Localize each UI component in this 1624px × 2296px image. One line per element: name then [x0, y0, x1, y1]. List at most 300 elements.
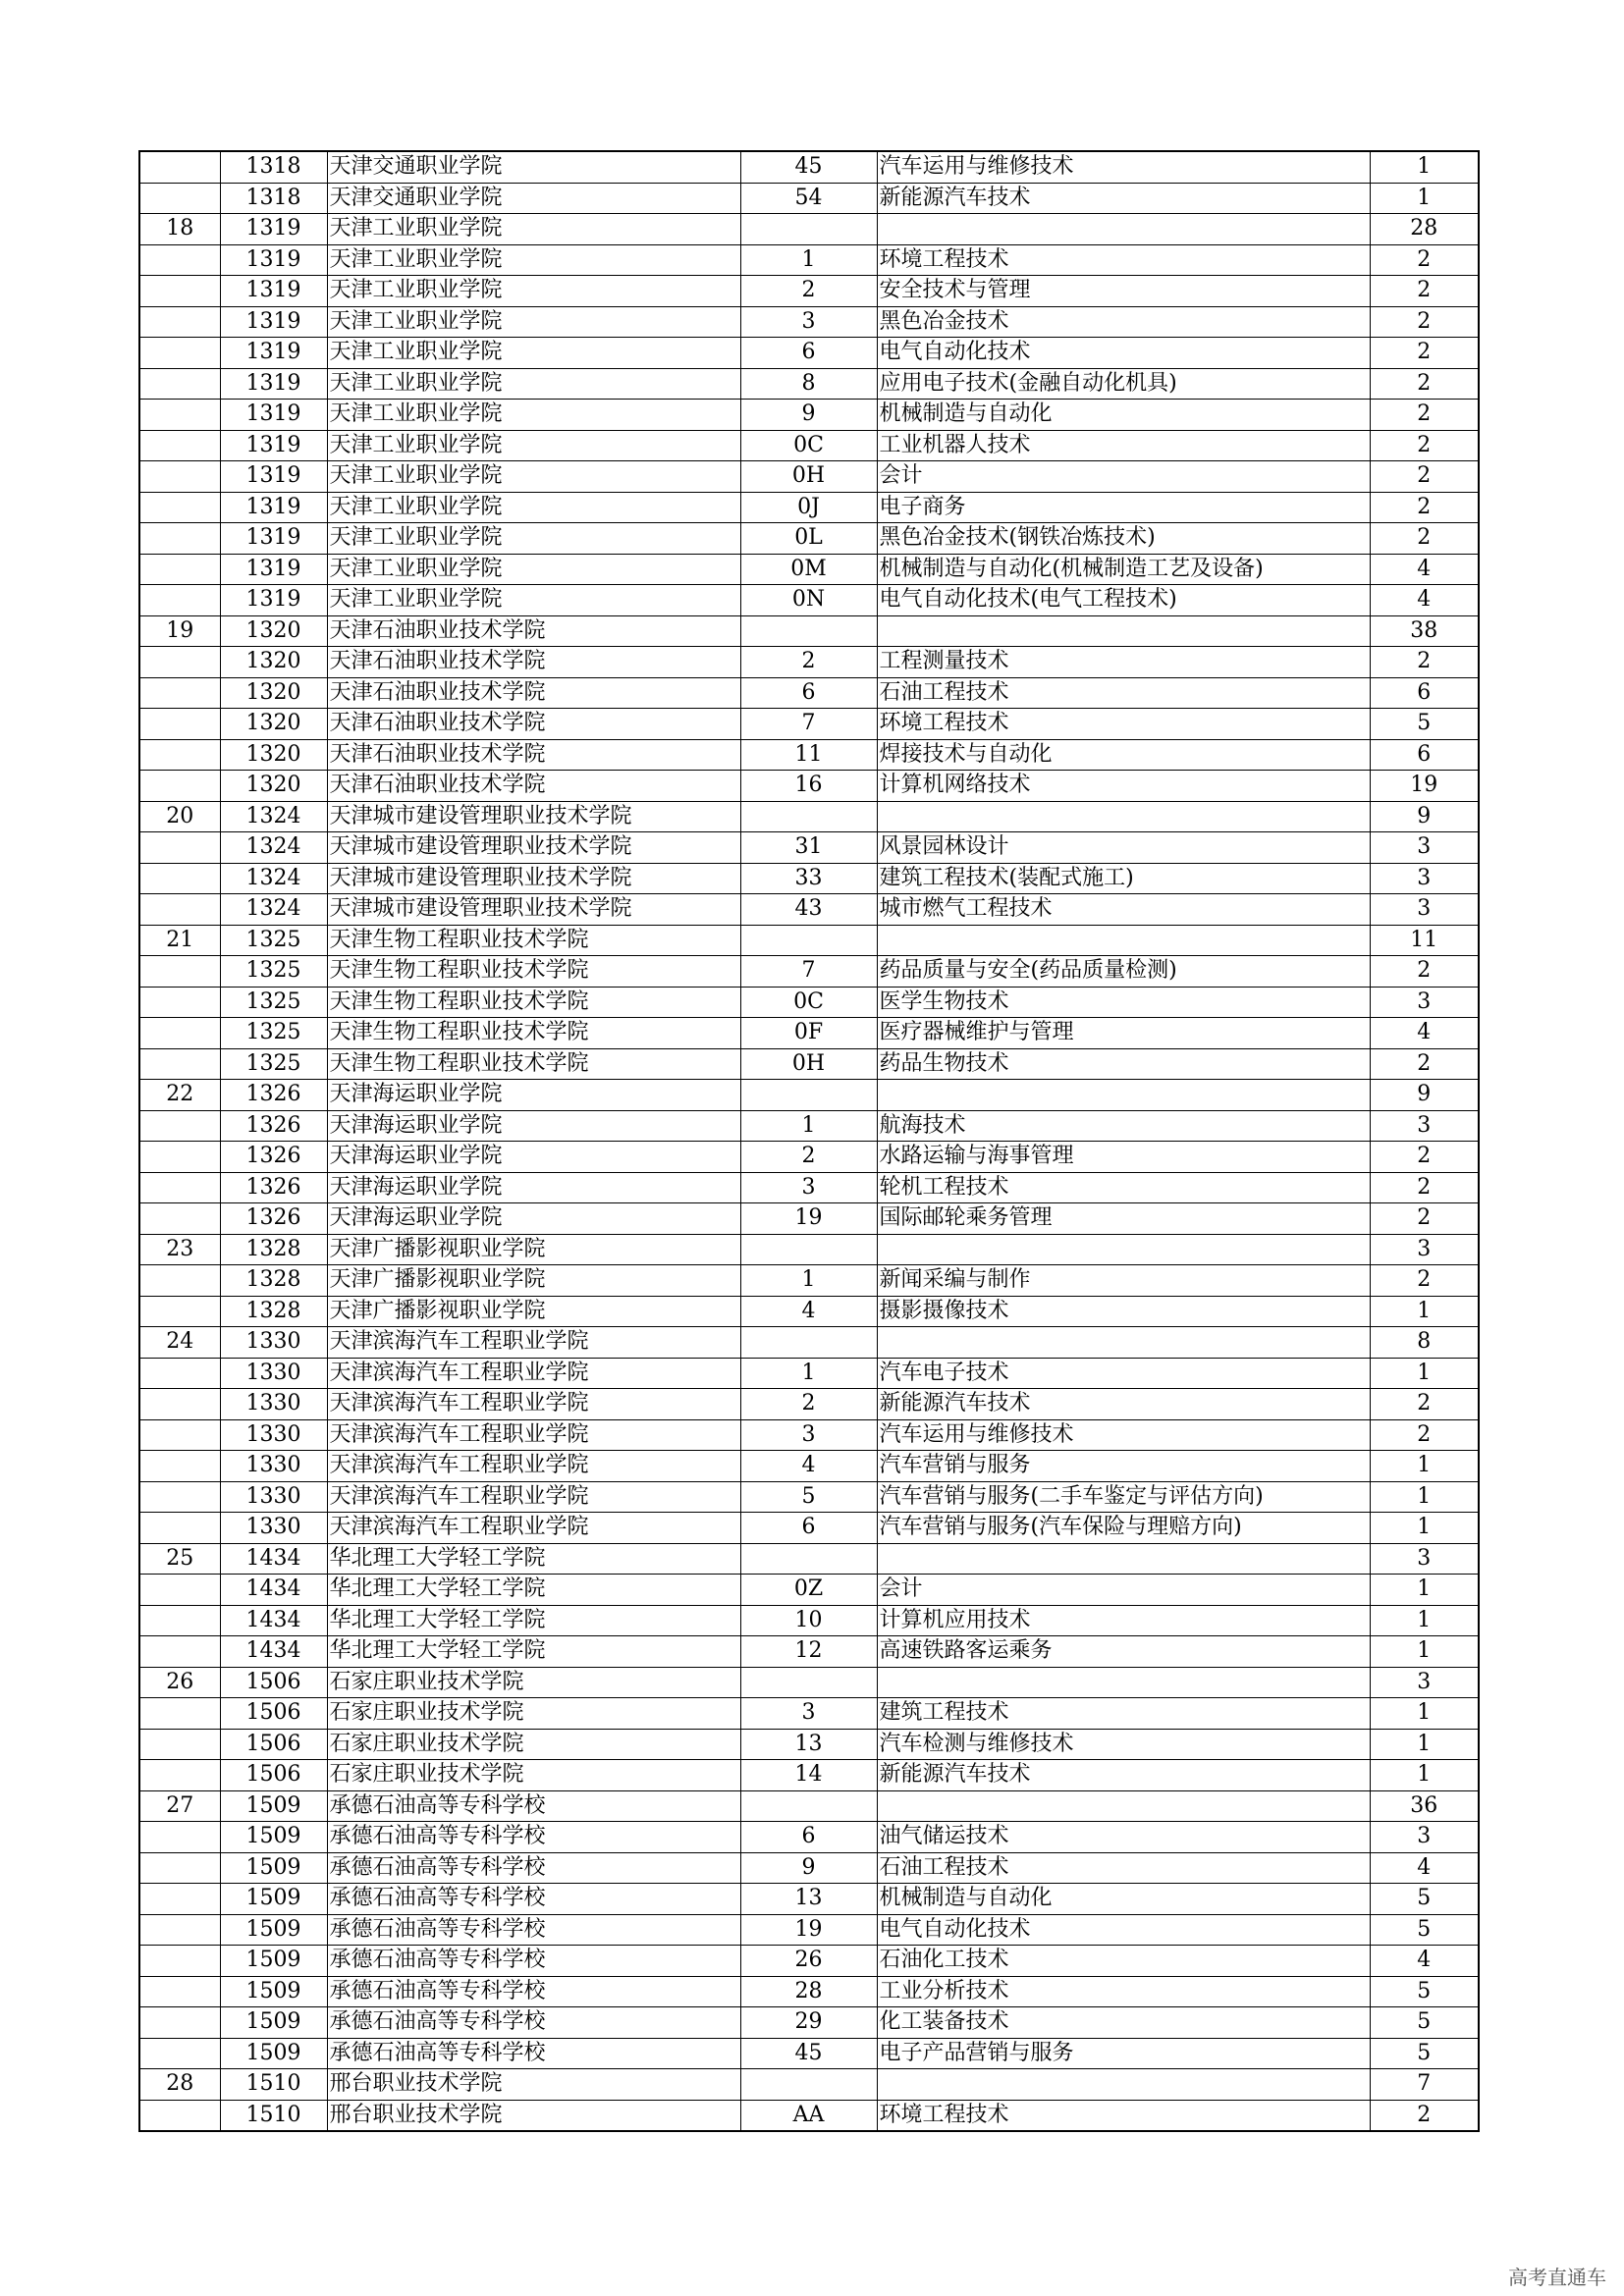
- school-code-cell: 1319: [220, 461, 327, 493]
- school-code-cell: 1325: [220, 956, 327, 988]
- major-name-cell: 水路运输与海事管理: [877, 1142, 1370, 1173]
- table-row: [139, 214, 1479, 245]
- index-cell: [139, 2038, 220, 2069]
- table-row: [139, 1234, 1479, 1265]
- major-name-cell: [877, 214, 1370, 245]
- table-row: [139, 1389, 1479, 1420]
- index-cell: [139, 1358, 220, 1389]
- table-row: [139, 1760, 1479, 1791]
- plan-count-cell: 4: [1370, 585, 1479, 616]
- major-name-cell: 工业分析技术: [877, 1976, 1370, 2007]
- table-row: [139, 523, 1479, 555]
- major-code-cell: 6: [740, 338, 877, 369]
- plan-count-cell: 2: [1370, 647, 1479, 678]
- major-name-cell: 机械制造与自动化(机械制造工艺及设备): [877, 554, 1370, 585]
- school-name-cell: 天津海运职业学院: [327, 1172, 740, 1203]
- major-name-cell: 新闻采编与制作: [877, 1265, 1370, 1297]
- table-row: [139, 1080, 1479, 1111]
- school-code-cell: 1324: [220, 863, 327, 894]
- major-name-cell: 油气储运技术: [877, 1822, 1370, 1853]
- major-name-cell: 黑色冶金技术(钢铁冶炼技术): [877, 523, 1370, 555]
- school-name-cell: 承德石油高等专科学校: [327, 1822, 740, 1853]
- plan-count-cell: 2: [1370, 1048, 1479, 1080]
- index-cell: 21: [139, 925, 220, 956]
- school-code-cell: 1319: [220, 523, 327, 555]
- major-code-cell: 0M: [740, 554, 877, 585]
- index-cell: [139, 1203, 220, 1235]
- plan-count-cell: 6: [1370, 739, 1479, 771]
- major-code-cell: 28: [740, 1976, 877, 2007]
- index-cell: 20: [139, 801, 220, 832]
- index-cell: [139, 338, 220, 369]
- major-name-cell: 建筑工程技术: [877, 1698, 1370, 1730]
- major-code-cell: 0J: [740, 492, 877, 523]
- index-cell: [139, 1018, 220, 1049]
- index-cell: [139, 894, 220, 926]
- major-code-cell: 6: [740, 1513, 877, 1544]
- index-cell: [139, 306, 220, 338]
- enrollment-table: [138, 150, 1480, 2132]
- plan-count-cell: 2: [1370, 1172, 1479, 1203]
- index-cell: 18: [139, 214, 220, 245]
- table-row: [139, 2007, 1479, 2039]
- major-code-cell: 1: [740, 244, 877, 276]
- table-row: [139, 492, 1479, 523]
- school-code-cell: 1320: [220, 709, 327, 740]
- table-row: [139, 461, 1479, 493]
- school-name-cell: 天津工业职业学院: [327, 461, 740, 493]
- table-row: [139, 1698, 1479, 1730]
- index-cell: [139, 244, 220, 276]
- school-code-cell: 1506: [220, 1729, 327, 1760]
- major-code-cell: 3: [740, 1172, 877, 1203]
- plan-count-cell: 1: [1370, 183, 1479, 214]
- school-name-cell: 天津生物工程职业技术学院: [327, 925, 740, 956]
- major-code-cell: 12: [740, 1636, 877, 1668]
- school-code-cell: 1319: [220, 430, 327, 461]
- major-code-cell: 0N: [740, 585, 877, 616]
- major-code-cell: 1: [740, 1265, 877, 1297]
- plan-count-cell: 5: [1370, 1884, 1479, 1915]
- school-name-cell: 天津滨海汽车工程职业学院: [327, 1451, 740, 1482]
- table-row: [139, 244, 1479, 276]
- major-code-cell: 3: [740, 306, 877, 338]
- table-row: [139, 2038, 1479, 2069]
- school-name-cell: 天津工业职业学院: [327, 214, 740, 245]
- table-row: [139, 368, 1479, 400]
- table-row: [139, 1575, 1479, 1606]
- school-name-cell: 天津滨海汽车工程职业学院: [327, 1481, 740, 1513]
- index-cell: [139, 492, 220, 523]
- major-code-cell: 4: [740, 1451, 877, 1482]
- index-cell: 25: [139, 1543, 220, 1575]
- index-cell: 28: [139, 2069, 220, 2101]
- plan-count-cell: 9: [1370, 801, 1479, 832]
- school-name-cell: 天津海运职业学院: [327, 1110, 740, 1142]
- major-code-cell: 0H: [740, 461, 877, 493]
- school-name-cell: 天津城市建设管理职业技术学院: [327, 832, 740, 864]
- major-name-cell: 汽车营销与服务(二手车鉴定与评估方向): [877, 1481, 1370, 1513]
- table-row: [139, 151, 1479, 183]
- plan-count-cell: 2: [1370, 276, 1479, 307]
- school-code-cell: 1330: [220, 1327, 327, 1359]
- major-name-cell: 应用电子技术(金融自动化机具): [877, 368, 1370, 400]
- school-name-cell: 承德石油高等专科学校: [327, 1914, 740, 1946]
- major-code-cell: 6: [740, 677, 877, 709]
- school-code-cell: 1324: [220, 832, 327, 864]
- index-cell: [139, 523, 220, 555]
- table-row: [139, 956, 1479, 988]
- major-name-cell: 汽车运用与维修技术: [877, 151, 1370, 183]
- school-code-cell: 1326: [220, 1110, 327, 1142]
- table-row: [139, 1667, 1479, 1698]
- plan-count-cell: 1: [1370, 1513, 1479, 1544]
- major-code-cell: [740, 1543, 877, 1575]
- major-code-cell: [740, 1080, 877, 1111]
- index-cell: [139, 1636, 220, 1668]
- index-cell: [139, 1048, 220, 1080]
- table-row: [139, 771, 1479, 802]
- index-cell: 24: [139, 1327, 220, 1359]
- index-cell: [139, 1946, 220, 1977]
- school-code-cell: 1318: [220, 151, 327, 183]
- index-cell: [139, 1575, 220, 1606]
- major-code-cell: 4: [740, 1296, 877, 1327]
- major-code-cell: AA: [740, 2100, 877, 2131]
- index-cell: [139, 709, 220, 740]
- school-name-cell: 天津广播影视职业学院: [327, 1234, 740, 1265]
- major-code-cell: 0L: [740, 523, 877, 555]
- plan-count-cell: 1: [1370, 151, 1479, 183]
- index-cell: [139, 183, 220, 214]
- table-row: [139, 1822, 1479, 1853]
- plan-count-cell: 2: [1370, 1265, 1479, 1297]
- school-code-cell: 1325: [220, 1018, 327, 1049]
- index-cell: [139, 368, 220, 400]
- index-cell: [139, 1110, 220, 1142]
- plan-count-cell: 4: [1370, 1018, 1479, 1049]
- school-code-cell: 1509: [220, 1852, 327, 1884]
- plan-count-cell: 1: [1370, 1698, 1479, 1730]
- index-cell: [139, 276, 220, 307]
- major-name-cell: 石油工程技术: [877, 677, 1370, 709]
- major-code-cell: 26: [740, 1946, 877, 1977]
- major-code-cell: [740, 925, 877, 956]
- school-name-cell: 邢台职业技术学院: [327, 2069, 740, 2101]
- school-name-cell: 承德石油高等专科学校: [327, 2007, 740, 2039]
- school-name-cell: 承德石油高等专科学校: [327, 1852, 740, 1884]
- school-name-cell: 天津工业职业学院: [327, 554, 740, 585]
- major-name-cell: 化工装备技术: [877, 2007, 1370, 2039]
- school-name-cell: 天津工业职业学院: [327, 585, 740, 616]
- major-name-cell: 汽车电子技术: [877, 1358, 1370, 1389]
- major-name-cell: 电子产品营销与服务: [877, 2038, 1370, 2069]
- index-cell: 23: [139, 1234, 220, 1265]
- school-code-cell: 1510: [220, 2069, 327, 2101]
- table-row: [139, 863, 1479, 894]
- school-name-cell: 天津石油职业技术学院: [327, 677, 740, 709]
- school-code-cell: 1509: [220, 1790, 327, 1822]
- major-name-cell: [877, 801, 1370, 832]
- school-code-cell: 1506: [220, 1698, 327, 1730]
- major-name-cell: 电气自动化技术(电气工程技术): [877, 585, 1370, 616]
- plan-count-cell: 1: [1370, 1636, 1479, 1668]
- major-name-cell: 医学生物技术: [877, 987, 1370, 1018]
- index-cell: [139, 1852, 220, 1884]
- major-name-cell: 环境工程技术: [877, 709, 1370, 740]
- major-name-cell: 电气自动化技术: [877, 1914, 1370, 1946]
- index-cell: [139, 554, 220, 585]
- plan-count-cell: 2: [1370, 523, 1479, 555]
- plan-count-cell: 1: [1370, 1760, 1479, 1791]
- table-row: [139, 1327, 1479, 1359]
- index-cell: 27: [139, 1790, 220, 1822]
- table-row: [139, 400, 1479, 431]
- major-name-cell: 会计: [877, 1575, 1370, 1606]
- school-code-cell: 1509: [220, 2007, 327, 2039]
- school-code-cell: 1330: [220, 1389, 327, 1420]
- major-name-cell: 环境工程技术: [877, 244, 1370, 276]
- index-cell: 22: [139, 1080, 220, 1111]
- school-code-cell: 1318: [220, 183, 327, 214]
- plan-count-cell: 2: [1370, 368, 1479, 400]
- table-row: [139, 1110, 1479, 1142]
- major-code-cell: [740, 214, 877, 245]
- major-name-cell: 石油工程技术: [877, 1852, 1370, 1884]
- school-code-cell: 1510: [220, 2100, 327, 2131]
- plan-count-cell: 4: [1370, 1852, 1479, 1884]
- plan-count-cell: 3: [1370, 1822, 1479, 1853]
- school-code-cell: 1330: [220, 1358, 327, 1389]
- table-row: [139, 1265, 1479, 1297]
- school-code-cell: 1325: [220, 1048, 327, 1080]
- school-name-cell: 天津工业职业学院: [327, 244, 740, 276]
- table-row: [139, 1884, 1479, 1915]
- major-name-cell: 会计: [877, 461, 1370, 493]
- table-row: [139, 677, 1479, 709]
- major-code-cell: [740, 801, 877, 832]
- index-cell: [139, 1976, 220, 2007]
- plan-count-cell: 11: [1370, 925, 1479, 956]
- major-name-cell: [877, 1667, 1370, 1698]
- school-name-cell: 天津广播影视职业学院: [327, 1265, 740, 1297]
- index-cell: [139, 832, 220, 864]
- major-name-cell: 电气自动化技术: [877, 338, 1370, 369]
- table-row: [139, 647, 1479, 678]
- school-name-cell: 天津滨海汽车工程职业学院: [327, 1419, 740, 1451]
- watermark: 高考直通车: [1508, 2266, 1606, 2289]
- index-cell: [139, 2007, 220, 2039]
- index-cell: [139, 647, 220, 678]
- major-name-cell: [877, 1790, 1370, 1822]
- index-cell: [139, 739, 220, 771]
- major-code-cell: 3: [740, 1698, 877, 1730]
- major-name-cell: 焊接技术与自动化: [877, 739, 1370, 771]
- school-name-cell: 石家庄职业技术学院: [327, 1667, 740, 1698]
- table-row: [139, 1976, 1479, 2007]
- major-code-cell: 0H: [740, 1048, 877, 1080]
- major-name-cell: [877, 1543, 1370, 1575]
- school-name-cell: 天津石油职业技术学院: [327, 647, 740, 678]
- index-cell: 26: [139, 1667, 220, 1698]
- major-code-cell: 13: [740, 1729, 877, 1760]
- major-code-cell: 2: [740, 1389, 877, 1420]
- major-code-cell: [740, 1327, 877, 1359]
- major-code-cell: 16: [740, 771, 877, 802]
- plan-count-cell: 2: [1370, 492, 1479, 523]
- major-name-cell: [877, 1234, 1370, 1265]
- index-cell: [139, 1513, 220, 1544]
- major-code-cell: 10: [740, 1605, 877, 1636]
- plan-count-cell: 1: [1370, 1729, 1479, 1760]
- index-cell: [139, 1884, 220, 1915]
- table-row: [139, 306, 1479, 338]
- major-name-cell: 黑色冶金技术: [877, 306, 1370, 338]
- table-row: [139, 1419, 1479, 1451]
- major-name-cell: 摄影摄像技术: [877, 1296, 1370, 1327]
- school-name-cell: 华北理工大学轻工学院: [327, 1605, 740, 1636]
- table-row: [139, 585, 1479, 616]
- plan-count-cell: 28: [1370, 214, 1479, 245]
- school-name-cell: 天津海运职业学院: [327, 1080, 740, 1111]
- major-name-cell: 轮机工程技术: [877, 1172, 1370, 1203]
- index-cell: [139, 1172, 220, 1203]
- index-cell: [139, 1389, 220, 1420]
- table-row: [139, 1018, 1479, 1049]
- school-name-cell: 天津石油职业技术学院: [327, 615, 740, 647]
- plan-count-cell: 4: [1370, 1946, 1479, 1977]
- plan-count-cell: 1: [1370, 1296, 1479, 1327]
- major-code-cell: [740, 2069, 877, 2101]
- table-row: [139, 1852, 1479, 1884]
- school-name-cell: 承德石油高等专科学校: [327, 2038, 740, 2069]
- major-name-cell: [877, 615, 1370, 647]
- plan-count-cell: 5: [1370, 709, 1479, 740]
- major-code-cell: 7: [740, 709, 877, 740]
- table-row: [139, 183, 1479, 214]
- major-name-cell: 计算机网络技术: [877, 771, 1370, 802]
- school-name-cell: 天津海运职业学院: [327, 1142, 740, 1173]
- plan-count-cell: 4: [1370, 554, 1479, 585]
- major-code-cell: 1: [740, 1358, 877, 1389]
- plan-count-cell: 2: [1370, 1389, 1479, 1420]
- plan-count-cell: 2: [1370, 1203, 1479, 1235]
- table-row: [139, 1914, 1479, 1946]
- plan-count-cell: 2: [1370, 461, 1479, 493]
- table-row: [139, 1203, 1479, 1235]
- major-code-cell: 33: [740, 863, 877, 894]
- table-row: [139, 1513, 1479, 1544]
- major-name-cell: 汽车营销与服务: [877, 1451, 1370, 1482]
- major-name-cell: 新能源汽车技术: [877, 183, 1370, 214]
- school-code-cell: 1434: [220, 1575, 327, 1606]
- major-code-cell: 6: [740, 1822, 877, 1853]
- major-code-cell: 14: [740, 1760, 877, 1791]
- plan-count-cell: 1: [1370, 1605, 1479, 1636]
- school-name-cell: 天津工业职业学院: [327, 368, 740, 400]
- major-code-cell: 0C: [740, 430, 877, 461]
- table-row: [139, 1790, 1479, 1822]
- plan-count-cell: 3: [1370, 987, 1479, 1018]
- table-row: [139, 709, 1479, 740]
- school-name-cell: 天津城市建设管理职业技术学院: [327, 801, 740, 832]
- table-body: [139, 151, 1479, 2131]
- school-code-cell: 1326: [220, 1080, 327, 1111]
- school-name-cell: 天津生物工程职业技术学院: [327, 987, 740, 1018]
- school-name-cell: 石家庄职业技术学院: [327, 1729, 740, 1760]
- major-name-cell: 计算机应用技术: [877, 1605, 1370, 1636]
- major-code-cell: 1: [740, 1110, 877, 1142]
- major-name-cell: 安全技术与管理: [877, 276, 1370, 307]
- school-name-cell: 天津工业职业学院: [327, 492, 740, 523]
- major-code-cell: [740, 615, 877, 647]
- school-code-cell: 1330: [220, 1481, 327, 1513]
- school-name-cell: 华北理工大学轻工学院: [327, 1575, 740, 1606]
- school-code-cell: 1319: [220, 338, 327, 369]
- major-name-cell: 新能源汽车技术: [877, 1760, 1370, 1791]
- school-code-cell: 1506: [220, 1760, 327, 1791]
- school-code-cell: 1319: [220, 400, 327, 431]
- index-cell: [139, 1822, 220, 1853]
- major-name-cell: 城市燃气工程技术: [877, 894, 1370, 926]
- table-row: [139, 1481, 1479, 1513]
- school-code-cell: 1326: [220, 1203, 327, 1235]
- plan-count-cell: 2: [1370, 306, 1479, 338]
- school-name-cell: 承德石油高等专科学校: [327, 1976, 740, 2007]
- school-code-cell: 1509: [220, 1914, 327, 1946]
- major-name-cell: 环境工程技术: [877, 2100, 1370, 2131]
- school-name-cell: 承德石油高等专科学校: [327, 1946, 740, 1977]
- major-code-cell: 9: [740, 1852, 877, 1884]
- plan-count-cell: 3: [1370, 1543, 1479, 1575]
- index-cell: 19: [139, 615, 220, 647]
- school-name-cell: 石家庄职业技术学院: [327, 1698, 740, 1730]
- index-cell: [139, 987, 220, 1018]
- table-row: [139, 1946, 1479, 1977]
- major-name-cell: 高速铁路客运乘务: [877, 1636, 1370, 1668]
- plan-count-cell: 3: [1370, 863, 1479, 894]
- plan-count-cell: 19: [1370, 771, 1479, 802]
- school-code-cell: 1319: [220, 276, 327, 307]
- major-code-cell: [740, 1790, 877, 1822]
- school-code-cell: 1320: [220, 615, 327, 647]
- index-cell: [139, 1142, 220, 1173]
- school-code-cell: 1328: [220, 1296, 327, 1327]
- major-name-cell: 机械制造与自动化: [877, 1884, 1370, 1915]
- major-name-cell: 石油化工技术: [877, 1946, 1370, 1977]
- major-code-cell: 29: [740, 2007, 877, 2039]
- major-code-cell: 0F: [740, 1018, 877, 1049]
- major-code-cell: 7: [740, 956, 877, 988]
- major-code-cell: 31: [740, 832, 877, 864]
- plan-count-cell: 2: [1370, 1419, 1479, 1451]
- school-code-cell: 1509: [220, 1946, 327, 1977]
- plan-count-cell: 7: [1370, 2069, 1479, 2101]
- plan-count-cell: 2: [1370, 400, 1479, 431]
- table-row: [139, 801, 1479, 832]
- plan-count-cell: 5: [1370, 2007, 1479, 2039]
- table-row: [139, 554, 1479, 585]
- school-name-cell: 天津工业职业学院: [327, 338, 740, 369]
- index-cell: [139, 1729, 220, 1760]
- school-name-cell: 天津工业职业学院: [327, 523, 740, 555]
- table-row: [139, 1729, 1479, 1760]
- major-code-cell: 19: [740, 1203, 877, 1235]
- table-row: [139, 739, 1479, 771]
- table-row: [139, 894, 1479, 926]
- school-name-cell: 天津交通职业学院: [327, 151, 740, 183]
- index-cell: [139, 956, 220, 988]
